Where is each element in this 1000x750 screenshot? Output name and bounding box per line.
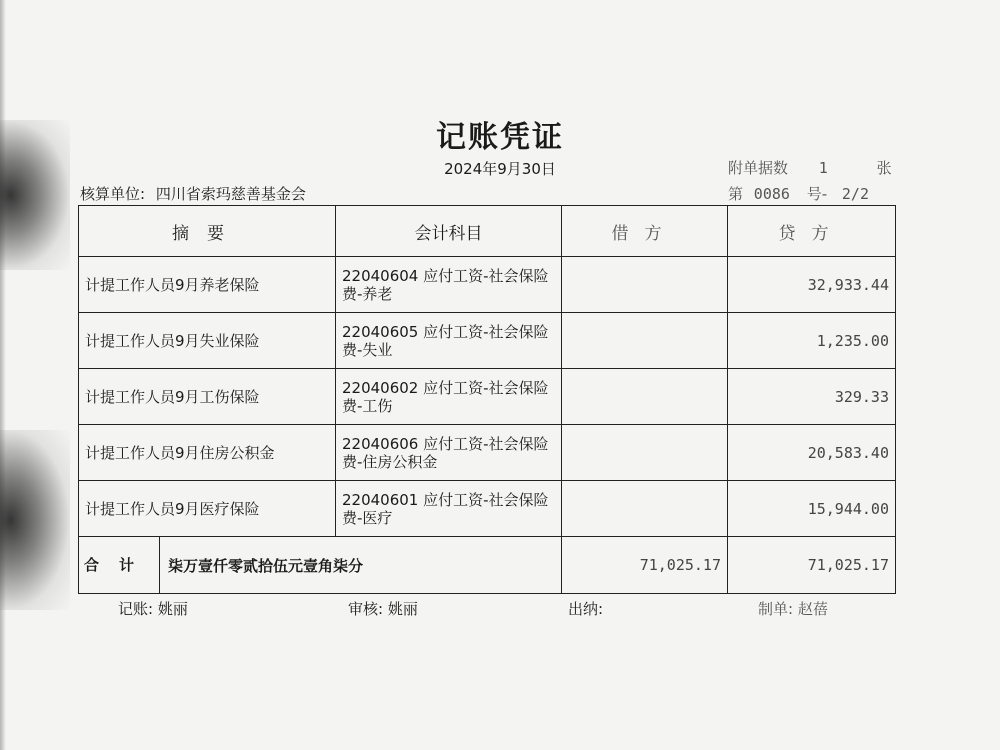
row-summary: 计提工作人员9月失业保险 — [79, 313, 336, 369]
header-credit: 贷方 — [728, 206, 896, 257]
table-row — [79, 313, 896, 369]
row-credit: 32,933.44 — [728, 257, 896, 313]
voucher-title: 记账凭证 — [436, 120, 564, 155]
table-row — [79, 369, 896, 425]
row-credit: 1,235.00 — [728, 313, 896, 369]
voucher-table — [78, 205, 896, 594]
footer-reviewer — [348, 598, 418, 619]
attachments-count: 1 — [818, 159, 828, 177]
voucher-date: 2024年9月30日 — [444, 160, 556, 178]
row-account: 22040605 应付工资-社会保险费-失业 — [336, 313, 562, 369]
table-header-row — [79, 206, 896, 257]
table-row — [79, 481, 896, 537]
row-debit — [562, 425, 728, 481]
row-debit — [562, 481, 728, 537]
row-account: 22040604 应付工资-社会保险费-养老 — [336, 257, 562, 313]
total-debit: 71,025.17 — [562, 537, 728, 594]
cashier-label: 出纳: — [568, 600, 604, 618]
voucher-number-suffix: 号- — [806, 185, 828, 203]
table-row — [79, 257, 896, 313]
reviewer-name: 姚丽 — [387, 600, 418, 618]
footer-bookkeeper — [118, 598, 188, 619]
row-credit: 15,944.00 — [728, 481, 896, 537]
preparer-name: 赵蓓 — [797, 600, 828, 618]
voucher-number-prefix: 第 — [728, 185, 744, 203]
total-amount-words: 柒万壹仟零贰拾伍元壹角柒分 — [168, 556, 364, 575]
voucher-number-part: 2/2 — [841, 185, 869, 203]
row-credit: 329.33 — [728, 369, 896, 425]
accounting-unit — [80, 183, 306, 204]
unit-label: 核算单位: — [80, 185, 146, 203]
bookkeeper-name: 姚丽 — [157, 600, 188, 618]
voucher-number-value: 0086 — [753, 185, 790, 203]
table-row — [79, 425, 896, 481]
total-label: 合计 — [79, 537, 160, 593]
attachments-unit: 张 — [876, 159, 892, 177]
attachments-label: 附单据数 — [728, 159, 789, 177]
bookkeeper-label: 记账: — [118, 600, 154, 618]
total-cell — [79, 537, 562, 594]
row-account: 22040602 应付工资-社会保险费-工伤 — [336, 369, 562, 425]
header-summary: 摘要 — [79, 206, 336, 257]
row-debit — [562, 257, 728, 313]
preparer-label: 制单: — [758, 600, 794, 618]
reviewer-label: 审核: — [348, 600, 384, 618]
row-account: 22040601 应付工资-社会保险费-医疗 — [336, 481, 562, 537]
voucher-number — [728, 183, 869, 204]
row-account: 22040606 应付工资-社会保险费-住房公积金 — [336, 425, 562, 481]
row-summary: 计提工作人员9月工伤保险 — [79, 369, 336, 425]
attachments — [728, 157, 892, 178]
footer-preparer — [758, 598, 828, 619]
row-debit — [562, 369, 728, 425]
row-credit: 20,583.40 — [728, 425, 896, 481]
header-debit: 借方 — [562, 206, 728, 257]
footer-cashier — [568, 598, 603, 619]
header-account: 会计科目 — [336, 206, 562, 257]
unit-name: 四川省索玛慈善基金会 — [155, 185, 306, 203]
scan-shadow-bottom — [0, 430, 70, 610]
total-credit: 71,025.17 — [728, 537, 896, 594]
row-summary: 计提工作人员9月医疗保险 — [79, 481, 336, 537]
row-debit — [562, 313, 728, 369]
total-row — [79, 537, 896, 594]
row-summary: 计提工作人员9月住房公积金 — [79, 425, 336, 481]
row-summary: 计提工作人员9月养老保险 — [79, 257, 336, 313]
